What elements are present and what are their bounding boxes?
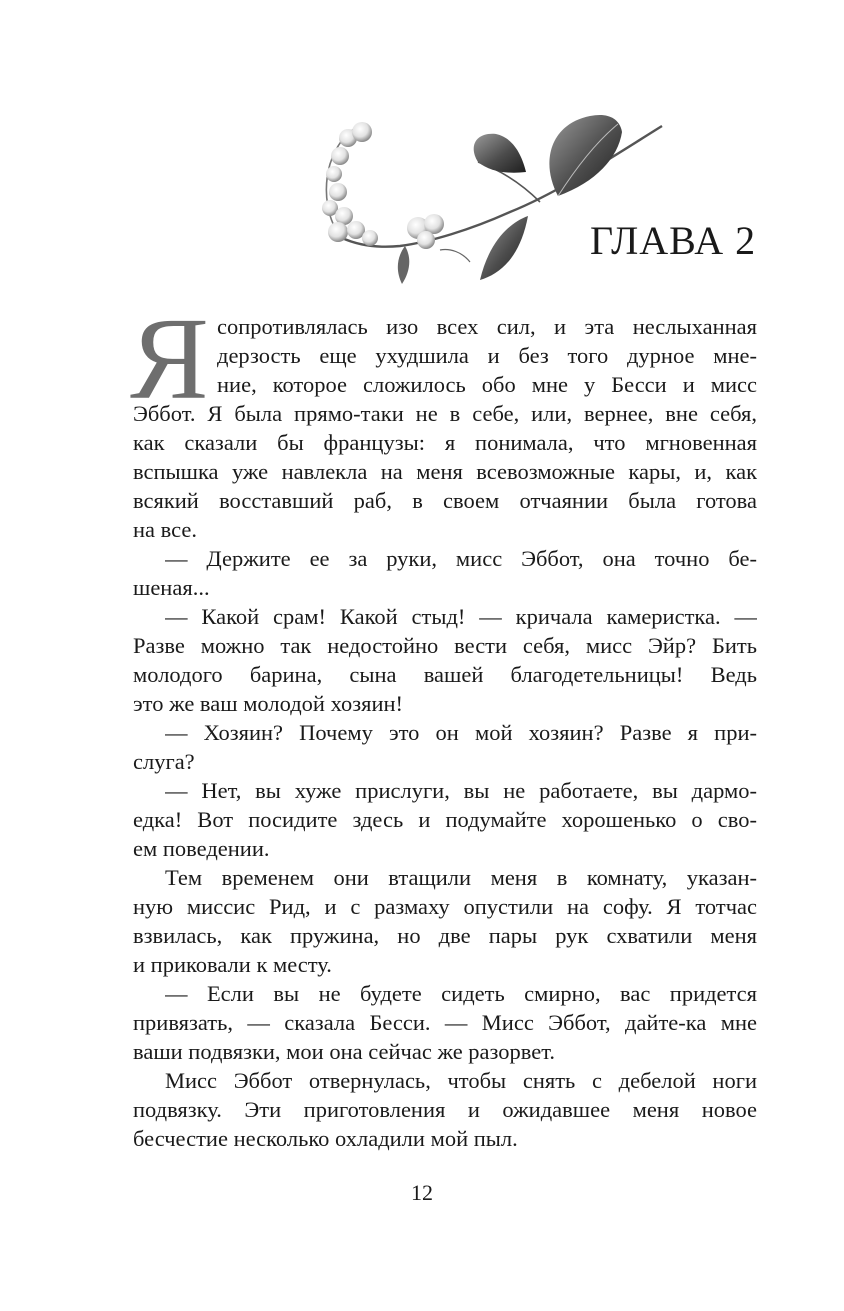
text-line: как сказали бы французы: я понимала, что мгновенная — [133, 430, 757, 455]
text-line: Эббот. Я была прямо-таки не в себе, или, вернее, вне себя, — [133, 401, 757, 426]
text-line: ваши подвязки, мои она сейчас же разорвет. — [133, 1039, 556, 1064]
text-line: взвилась, как пружина, но две пары рук схватили меня — [133, 923, 757, 948]
text-line: Разве можно так недостойно вести себя, мисс Эйр? Бить — [133, 633, 757, 658]
text-line: бесчестие несколько охладили мой пыл. — [133, 1126, 518, 1151]
text-line: едка! Вот посидите здесь и подумайте хорошенько о сво- — [133, 807, 757, 832]
text-line: всякий восставший раб, в своем отчаянии была готова — [133, 488, 757, 513]
leaf-small — [398, 246, 409, 284]
text-line: Мисс Эббот отвернулась, чтобы снять с дебелой ноги — [165, 1068, 757, 1093]
text-line: — Хозяин? Почему это он мой хозяин? Разве я при- — [165, 720, 757, 745]
text-line: ние, которое сложилось обо мне у Бесси и мисс — [217, 372, 757, 397]
text-line: на все. — [133, 517, 198, 542]
leaf-lower-left — [480, 216, 528, 280]
chapter-title: ГЛАВА 2 — [590, 218, 757, 263]
text-line: ную миссис Рид, и с размаху опустили на софу. Я тотчас — [133, 894, 757, 919]
text-line: ем поведении. — [133, 836, 270, 861]
text-line: — Какой срам! Какой стыд! — кричала камеристка. — — [165, 604, 757, 629]
text-line: — Нет, вы хуже прислуги, вы не работаете, вы дармо- — [165, 778, 757, 803]
snowberries — [322, 122, 444, 249]
text-line: слуга? — [133, 749, 195, 774]
text-line: — Если вы не будете сидеть смирно, вас придется — [165, 981, 757, 1006]
drop-cap: Я — [130, 293, 209, 424]
text-line: молодого барина, сына вашей благодетельницы! Ведь — [133, 662, 757, 687]
leaf-large — [549, 115, 622, 196]
text-line: и приковали к месту. — [133, 952, 332, 977]
text-line: Тем временем они втащили меня в комнату, указан- — [165, 865, 757, 890]
leaf-upper — [474, 134, 526, 173]
text-line: шеная... — [133, 575, 210, 600]
page-number: 12 — [411, 1180, 433, 1205]
text-line: сопротивлялась изо всех сил, и эта неслыханная — [217, 314, 757, 339]
text-line: — Держите ее за руки, мисс Эббот, она точно бе- — [165, 546, 757, 571]
berry-branch-illustration — [300, 112, 680, 312]
text-line: дерзость еще ухудшила и без того дурное мне- — [217, 343, 757, 368]
text-line: это же ваш молодой хозяин! — [133, 691, 404, 716]
text-line: подвязку. Эти приготовления и ожидавшее меня новое — [133, 1097, 757, 1122]
text-line: вспышка уже навлекла на меня всевозможные кары, и, как — [133, 459, 757, 484]
text-line: привязать, — сказала Бесси. — Мисс Эббот, дайте-ка мне — [133, 1010, 757, 1035]
